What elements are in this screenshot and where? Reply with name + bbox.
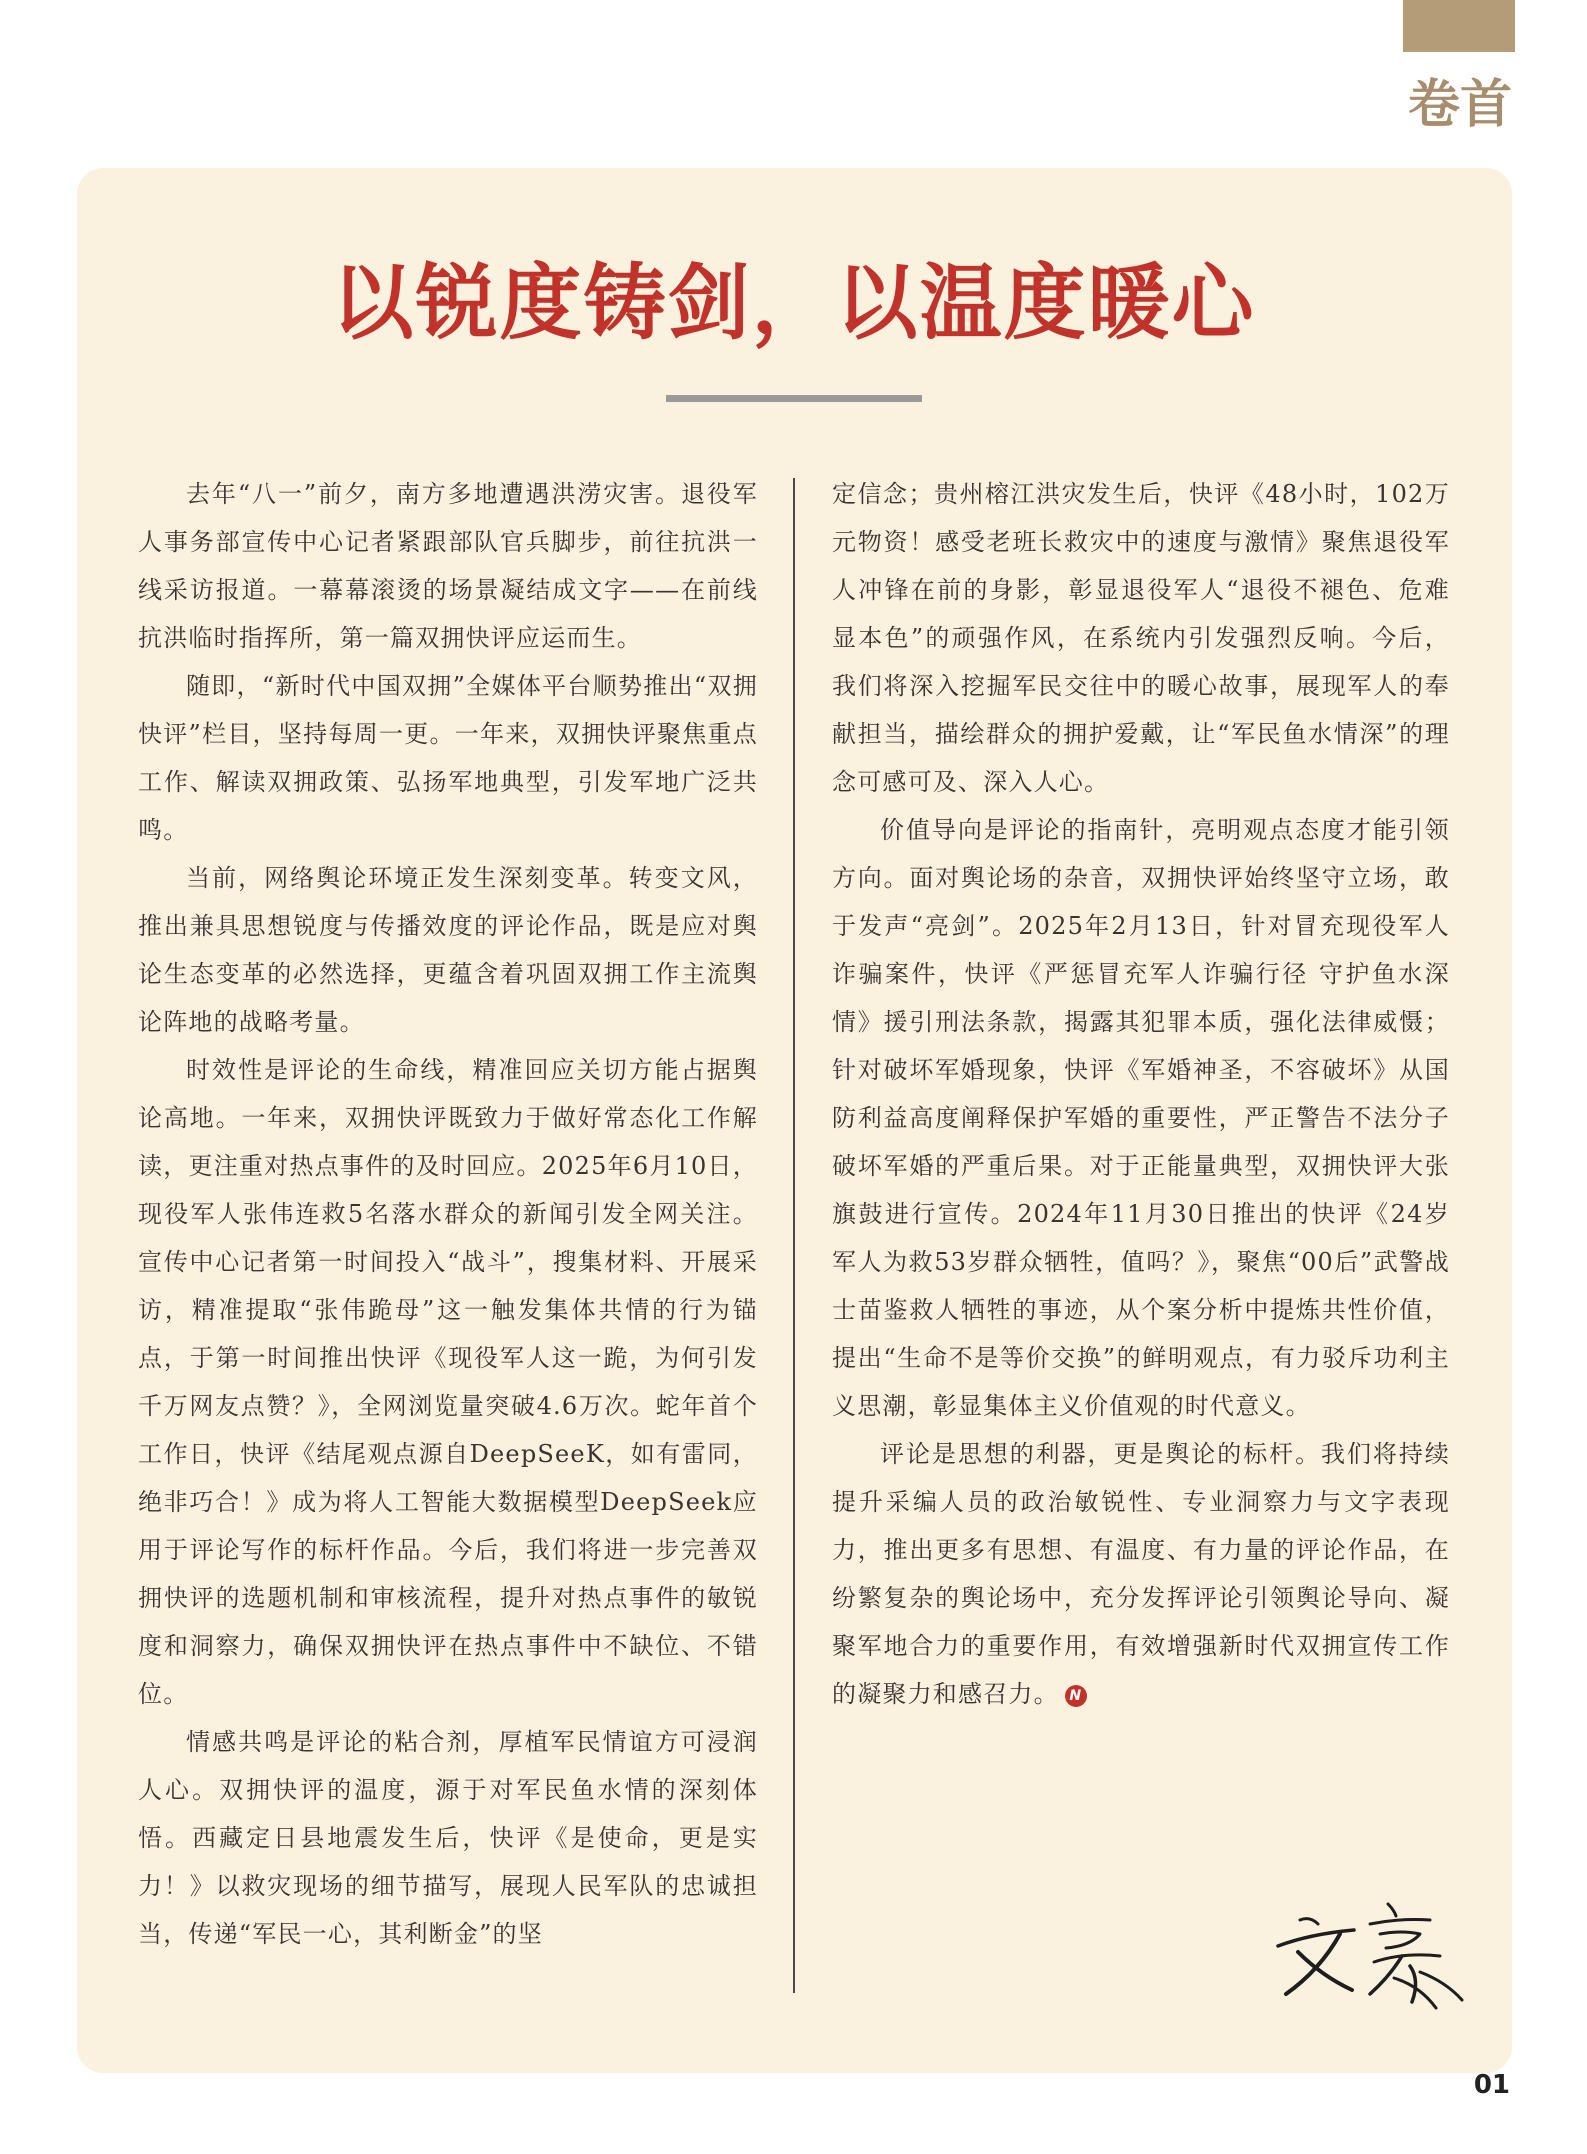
page-number: 01 (1473, 2070, 1510, 2100)
paragraph-continuation: 定信念；贵州榕江洪灾发生后，快评《48小时，102万元物资！感受老班长救灾中的速度与激情》聚焦退役军人冲锋在前的身影，彰显退役军人“退役不褪色、危难显本色”的顽强作风，在系统内引发强烈反响。今后，我们将深入挖掘军民交往中的暖心故事，展现军人的奉献担当，描绘群众的拥护爱戴，让“军民鱼水情深”的理念可感可及、深入人心。 (832, 480, 1450, 796)
end-mark-icon: N (1065, 1685, 1087, 1707)
section-label: 卷首 (1407, 75, 1512, 135)
signature (1270, 1890, 1470, 2010)
left-column (138, 470, 758, 1958)
right-column (832, 470, 1450, 1718)
paragraph: 价值导向是评论的指南针，亮明观点态度才能引领方向。面对舆论场的杂音，双拥快评始终坚守立场，敢于发声“亮剑”。2025年2月13日，针对冒充现役军人诈骗案件，快评《严惩冒充军人诈骗行径 守护鱼水深情》援引刑法条款，揭露其犯罪本质，强化法律威慑；针对破坏军婚现象，快评《军婚神圣，不容破坏》从国防利益高度阐释保护军婚的重要性，严正警告不法分子破坏军婚的严重后果。对于正能量典型，双拥快评大张旗鼓进行宣传。2024年11月30日推出的快评《24岁军人为救53岁群众牺牲，值吗？》，聚焦“00后”武警战士苗鉴救人牺牲的事迹，从个案分析中提炼共性价值，提出“生命不是等价交换”的鲜明观点，有力驳斥功利主义思潮，彰显集体主义价值观的时代意义。 (832, 816, 1450, 1420)
article-title: 以锐度铸剑，以温度暖心 (331, 255, 1256, 351)
paragraph (832, 1430, 1450, 1718)
column-divider (793, 478, 795, 1993)
paragraph-text: 评论是思想的利器，更是舆论的标杆。我们将持续提升采编人员的政治敏锐性、专业洞察力与文字表现力，推出更多有思想、有温度、有力量的评论作品，在纷繁复杂的舆论场中，充分发挥评论引领舆论导向、凝聚军地合力的重要作用，有效增强新时代双拥宣传工作的凝聚力和感召力。 (832, 1440, 1450, 1708)
paragraph: 随即，“新时代中国双拥”全媒体平台顺势推出“双拥快评”栏目，坚持每周一更。一年来，双拥快评聚焦重点工作、解读双拥政策、弘扬军地典型，引发军地广泛共鸣。 (138, 672, 758, 844)
paragraph: 当前，网络舆论环境正发生深刻变革。转变文风，推出兼具思想锐度与传播效度的评论作品，既是应对舆论生态变革的必然选择，更蕴含着巩固双拥工作主流舆论阵地的战略考量。 (138, 864, 758, 1036)
paragraph: 时效性是评论的生命线，精准回应关切方能占据舆论高地。一年来，双拥快评既致力于做好常态化工作解读，更注重对热点事件的及时回应。2025年6月10日，现役军人张伟连救5名落水群众的新闻引发全网关注。宣传中心记者第一时间投入“战斗”，搜集材料、开展采访，精准提取“张伟跪母”这一触发集体共情的行为锚点，于第一时间推出快评《现役军人这一跪，为何引发千万网友点赞？》，全网浏览量突破4.6万次。蛇年首个工作日，快评《结尾观点源自DeepSeeK，如有雷同，绝非巧合！》成为将人工智能大数据模型DeepSeek应用于评论写作的标杆作品。今后，我们将进一步完善双拥快评的选题机制和审核流程，提升对热点事件的敏锐度和洞察力，确保双拥快评在热点事件中不缺位、不错位。 (138, 1056, 758, 1708)
title-divider (666, 395, 922, 402)
header-tab-block (1403, 0, 1515, 52)
paragraph: 去年“八一”前夕，南方多地遭遇洪涝灾害。退役军人事务部宣传中心记者紧跟部队官兵脚步，前往抗洪一线采访报道。一幕幕滚烫的场景凝结成文字——在前线抗洪临时指挥所，第一篇双拥快评应运而生。 (138, 480, 758, 652)
paragraph: 情感共鸣是评论的粘合剂，厚植军民情谊方可浸润人心。双拥快评的温度，源于对军民鱼水情的深刻体悟。西藏定日县地震发生后，快评《是使命，更是实力！》以救灾现场的细节描写，展现人民军队的忠诚担当，传递“军民一心，其利断金”的坚 (138, 1728, 758, 1948)
